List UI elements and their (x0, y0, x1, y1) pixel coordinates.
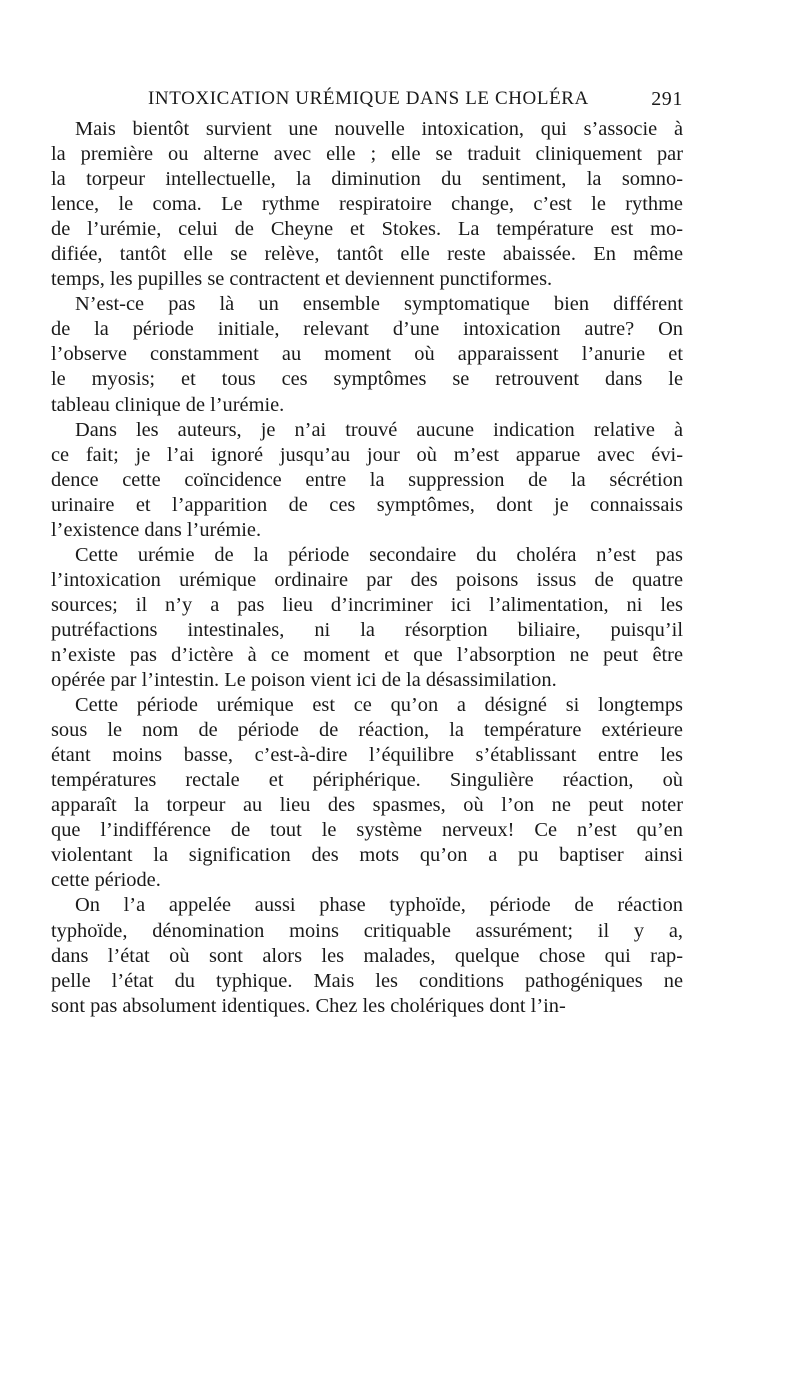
text-line: cette période. (51, 869, 161, 892)
text-line: tableau clinique de l’urémie. (51, 393, 285, 416)
text-line: sous le nom de période de réaction, la température extérieure (51, 719, 683, 742)
text-line: Cette période urémique est ce qu’on a désigné si longtemps (75, 694, 683, 717)
body-text (51, 117, 683, 1019)
text-line: ce fait; je l’ai ignoré jusqu’au jour où m’est apparue avec évi- (51, 443, 683, 466)
text-line: températures rectale et périphérique. Singulière réaction, où (51, 769, 683, 792)
text-line: putréfactions intestinales, ni la résorption biliaire, puisqu’il (51, 618, 683, 641)
paragraph (51, 693, 683, 893)
text-line: Dans les auteurs, je n’ai trouvé aucune indication relative à (75, 418, 683, 441)
paragraph (51, 117, 683, 292)
text-line: dence cette coïncidence entre la suppression de la sécrétion (51, 468, 683, 491)
text-line: violentant la signification des mots qu’on a pu baptiser ainsi (51, 844, 683, 867)
page-header (148, 88, 683, 112)
text-line: de la période initiale, relevant d’une intoxication autre? On (51, 318, 683, 341)
text-line: pelle l’état du typhique. Mais les conditions pathogéniques ne (51, 969, 683, 992)
paragraph (51, 292, 683, 417)
text-line: dans l’état où sont alors les malades, quelque chose qui rap- (51, 944, 683, 967)
text-line: lence, le coma. Le rythme respiratoire change, c’est le rythme (51, 193, 683, 216)
text-line: apparaît la torpeur au lieu des spasmes, où l’on ne peut noter (51, 794, 683, 817)
paragraph (51, 543, 683, 693)
text-line: urinaire et l’apparition de ces symptômes, dont je connaissais (51, 493, 683, 516)
text-line: sources; il n’y a pas lieu d’incriminer ici l’alimentation, ni les (51, 593, 683, 616)
text-line: l’intoxication urémique ordinaire par des poisons issus de quatre (51, 568, 683, 591)
text-line: étant moins basse, c’est-à-dire l’équilibre s’établissant entre les (51, 744, 683, 767)
page-number: 291 (651, 88, 683, 110)
text-line: Mais bientôt survient une nouvelle intoxication, qui s’associe à (75, 118, 683, 140)
text-line: On l’a appelée aussi phase typhoïde, période de réaction (75, 894, 683, 917)
text-line: la première ou alterne avec elle ; elle se traduit cliniquement par (51, 143, 683, 166)
text-line: N’est-ce pas là un ensemble symptomatique bien différent (75, 293, 683, 316)
text-line: de l’urémie, celui de Cheyne et Stokes. La température est mo- (51, 218, 683, 241)
text-line: Cette urémie de la période secondaire du choléra n’est pas (75, 543, 683, 566)
text-line: n’existe pas d’ictère à ce moment et que l’absorption ne peut être (51, 643, 683, 666)
text-line: typhoïde, dénomination moins critiquable assurément; il y a, (51, 919, 683, 942)
text-line: l’existence dans l’urémie. (51, 518, 262, 541)
text-line: l’observe constamment au moment où apparaissent l’anurie et (51, 343, 683, 366)
running-title: INTOXICATION URÉMIQUE DANS LE CHOLÉRA (148, 88, 589, 109)
text-line: le myosis; et tous ces symptômes se retrouvent dans le (51, 368, 683, 391)
paragraph (51, 893, 683, 1018)
text-line: temps, les pupilles se contractent et deviennent punctiformes. (51, 268, 553, 291)
text-line: sont pas absolument identiques. Chez les cholériques dont l’in- (51, 994, 566, 1017)
text-line: la torpeur intellectuelle, la diminution du sentiment, la somno- (51, 168, 683, 191)
text-line: opérée par l’intestin. Le poison vient ici de la désassimilation. (51, 669, 557, 692)
text-line: que l’indifférence de tout le système nerveux! Ce n’est qu’en (51, 819, 683, 842)
text-line: difiée, tantôt elle se relève, tantôt elle reste abaissée. En même (51, 243, 683, 266)
paragraph (51, 418, 683, 543)
